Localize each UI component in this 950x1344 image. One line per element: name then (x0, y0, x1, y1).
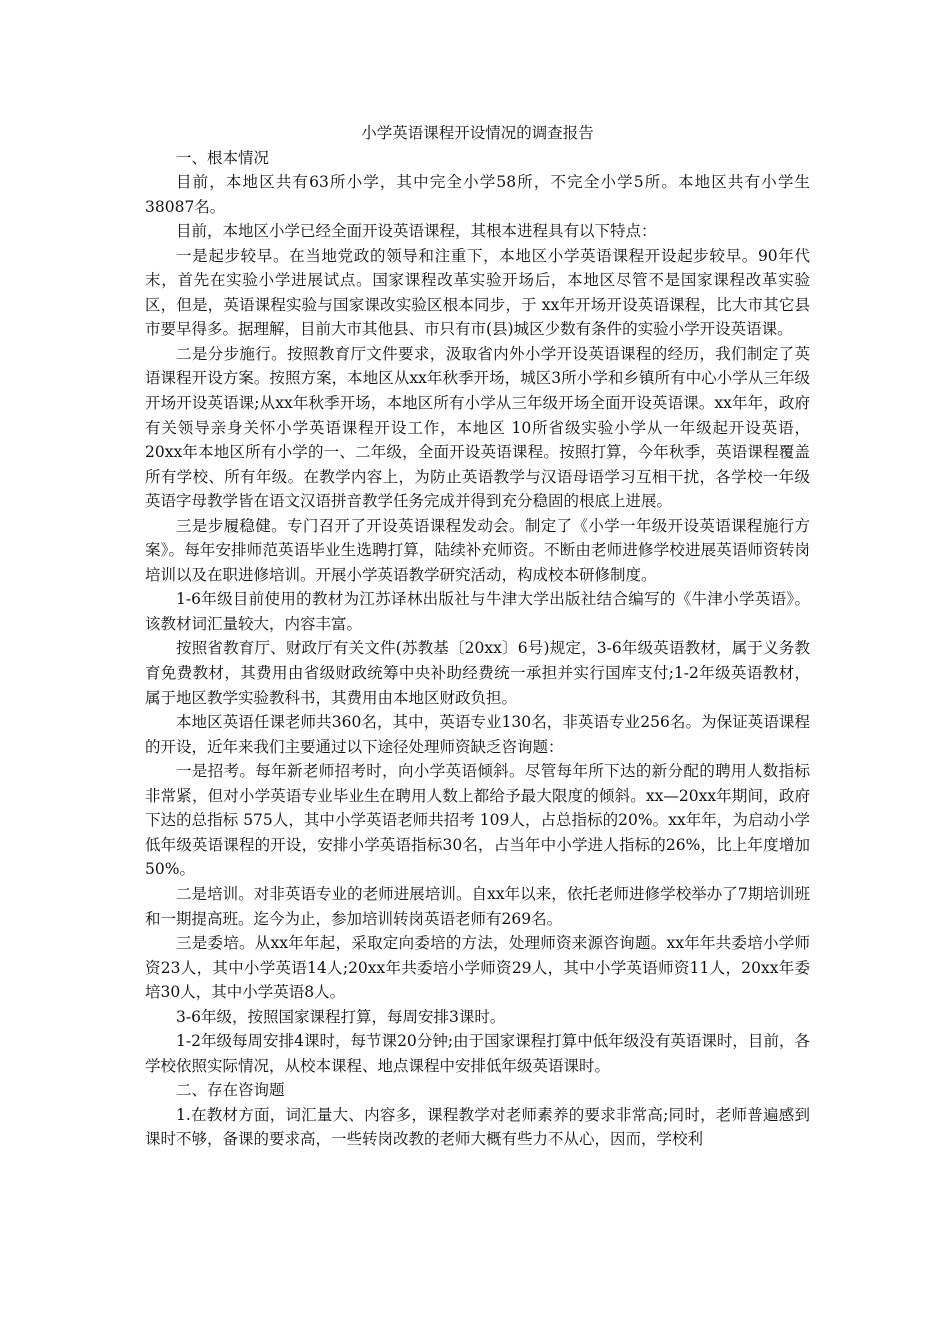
paragraph: 本地区英语任课老师共360名，其中，英语专业130名，非英语专业256名。为保证英语课程的开设，近年来我们主要通过以下途径处理师资缺乏咨询题： (145, 713, 810, 756)
paragraph: 一是起步较早。在当地党政的领导和注重下，本地区小学英语课程开设起步较早。90年代末，首先在实验小学进展试点。国家课程改革实验开场后，本地区尽管不是国家课程改革实验区，但是，英语课程实验与国家课改实验区根本同步，于 xx年开场开设英语课程，比大市其它县市要早得多。据理解，目前大市其他县、市只有市(县)城区少数有条件的实验小学开设英语课。 (145, 246, 810, 339)
paragraph: 三是委培。从xx年年起，采取定向委培的方法，处理师资来源咨询题。xx年年共委培小学师资23人，其中小学英语14人;20xx年共委培小学师资29人，其中小学英语师资11人，20xx年委培30人，其中小学英语8人。 (145, 934, 810, 1002)
document-title: 小学英语课程开设情况的调查报告 (361, 124, 594, 142)
paragraph: 一是招考。每年新老师招考时，向小学英语倾斜。尽管每年所下达的新分配的聘用人数指标非常紧，但对小学英语专业毕业生在聘用人数上都给予最大限度的倾斜。xx—20xx年期间，政府下达的总指标 575人，其中小学英语老师共招考 109人，占总指标的20%。xx年年，为启动小学低年级英语课程的开设，安排小学英语指标30名，占当年中小学进人指标的26%，比上年度增加50%。 (145, 762, 810, 879)
paragraph: 目前，本地区共有63所小学，其中完全小学58所，不完全小学5所。本地区共有小学生38087名。 (145, 173, 810, 216)
document-body (145, 121, 810, 1152)
section-heading-basic-situation: 一、根本情况 (176, 148, 270, 167)
section-heading-existing-problems: 二、存在咨询题 (176, 1081, 285, 1100)
paragraph: 3-6年级，按照国家课程打算，每周安排3课时。 (176, 1007, 506, 1026)
paragraph: 二是培训。对非英语专业的老师进展培训。自xx年以来，依托老师进修学校举办了7期培训班和一期提高班。迄今为止，参加培训转岗英语老师有269名。 (145, 884, 810, 928)
paragraph: 按照省教育厅、财政厅有关文件(苏教基〔20xx〕6号)规定，3-6年级英语教材，属于义务教育免费教材，其费用由省级财政统筹中央补助经费统一承担并实行国库支付;1-2年级英语教材，属于地区教学实验教科书，其费用由本地区财政负担。 (145, 639, 810, 707)
paragraph: 目前，本地区小学已经全面开设英语课程，其根本进程具有以下特点： (176, 222, 657, 241)
paragraph: 1.在教材方面，词汇量大、内容多，课程教学对老师素养的要求非常高;同时，老师普遍感到课时不够，备课的要求高，一些转岗改教的老师大概有些力不从心，因而，学校利 (145, 1105, 810, 1149)
paragraph: 1-6年级目前使用的教材为江苏译林出版社与牛津大学出版社结合编写的《牛津小学英语》。该教材词汇量较大，内容丰富。 (145, 590, 810, 633)
paragraph: 1-2年级每周安排4课时，每节课20分钟;由于国家课程打算中低年级没有英语课时，目前，各学校依照实际情况，从校本课程、地点课程中安排低年级英语课时。 (145, 1032, 810, 1075)
paragraph: 二是分步施行。按照教育厅文件要求，汲取省内外小学开设英语课程的经历，我们制定了英语课程开设方案。按照方案，本地区从xx年秋季开场，城区3所小学和乡镇所有中心小学从三年级开场开设英语课;从xx年秋季开场，本地区所有小学从三年级开场全面开设英语课。xx年年，政府有关领导亲身关怀小学英语课程开设工作，本地区 10所省级实验小学从一年级起开设英语，20xx年本地区所有小学的一、二年级，全面开设英语课程。按照打算，今年秋季，英语课程覆盖所有学校、所有年级。在教学内容上，为防止英语教学与汉语母语学习互相干扰，各学校一年级英语字母教学皆在语文汉语拼音教学任务完成并得到充分稳固的根底上进展。 (145, 344, 810, 511)
paragraph: 三是步履稳健。专门召开了开设英语课程发动会。制定了《小学一年级开设英语课程施行方案》。每年安排师范英语毕业生选聘打算，陆续补充师资。不断由老师进修学校进展英语师资转岗培训以及在职进修培训。开展小学英语教学研究活动，构成校本研修制度。 (145, 516, 810, 584)
